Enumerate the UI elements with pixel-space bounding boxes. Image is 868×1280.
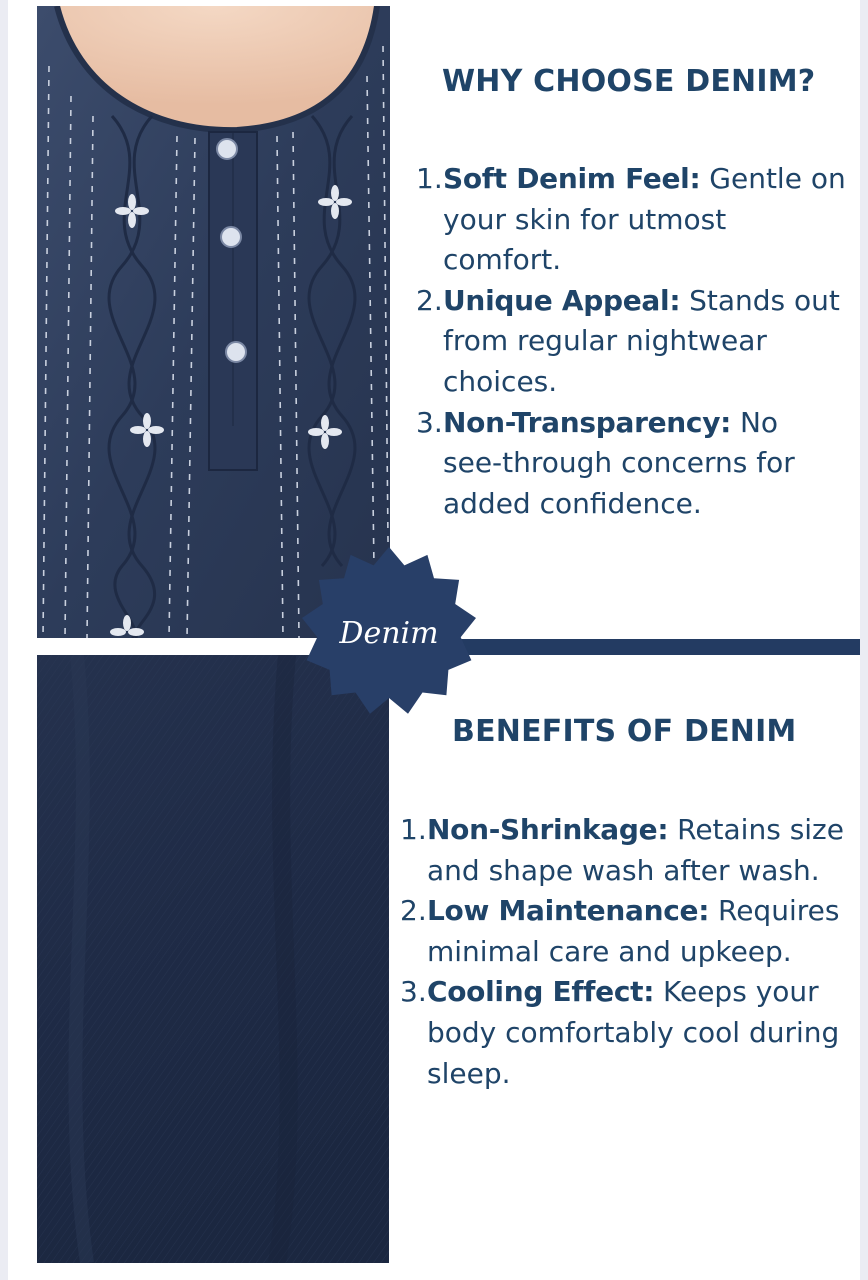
benefits-list [400,810,855,1094]
list-item [416,403,846,525]
item-number: 2. [400,894,427,928]
item-text: No see-through concerns for added confidence. [443,405,795,520]
denim-badge [298,543,480,725]
item-number: 3. [416,405,443,439]
product-infographic [8,0,860,1280]
item-number: 3. [400,975,427,1009]
item-text: Requires minimal care and upkeep. [427,894,840,968]
item-title: Cooling Effect: [427,975,655,1009]
list-item [400,891,855,972]
list-item [400,810,855,891]
why-choose-heading: WHY CHOOSE DENIM? [442,64,816,99]
benefits-heading: BENEFITS OF DENIM [452,714,797,749]
why-choose-list [416,159,846,524]
denim-fabric-photo [37,655,389,1263]
item-number: 2. [416,283,443,317]
item-title: Non-Shrinkage: [427,813,669,846]
item-title: Unique Appeal: [443,283,681,317]
item-text: Retains size and shape wash after wash. [427,813,844,887]
item-text: Keeps your body comfortably cool during sleep. [427,975,840,1090]
list-item [416,281,846,403]
item-number: 1. [400,813,427,846]
item-title: Non-Transparency: [443,405,732,439]
badge-label: Denim [339,616,439,651]
item-title: Low Maintenance: [427,894,710,928]
item-number: 1. [416,162,443,195]
item-text: Gentle on your skin for utmost comfort. [443,162,846,277]
item-text: Stands out from regular nightwear choices. [443,283,840,398]
list-item [400,972,855,1094]
item-title: Soft Denim Feel: [443,162,701,195]
list-item [416,159,846,281]
